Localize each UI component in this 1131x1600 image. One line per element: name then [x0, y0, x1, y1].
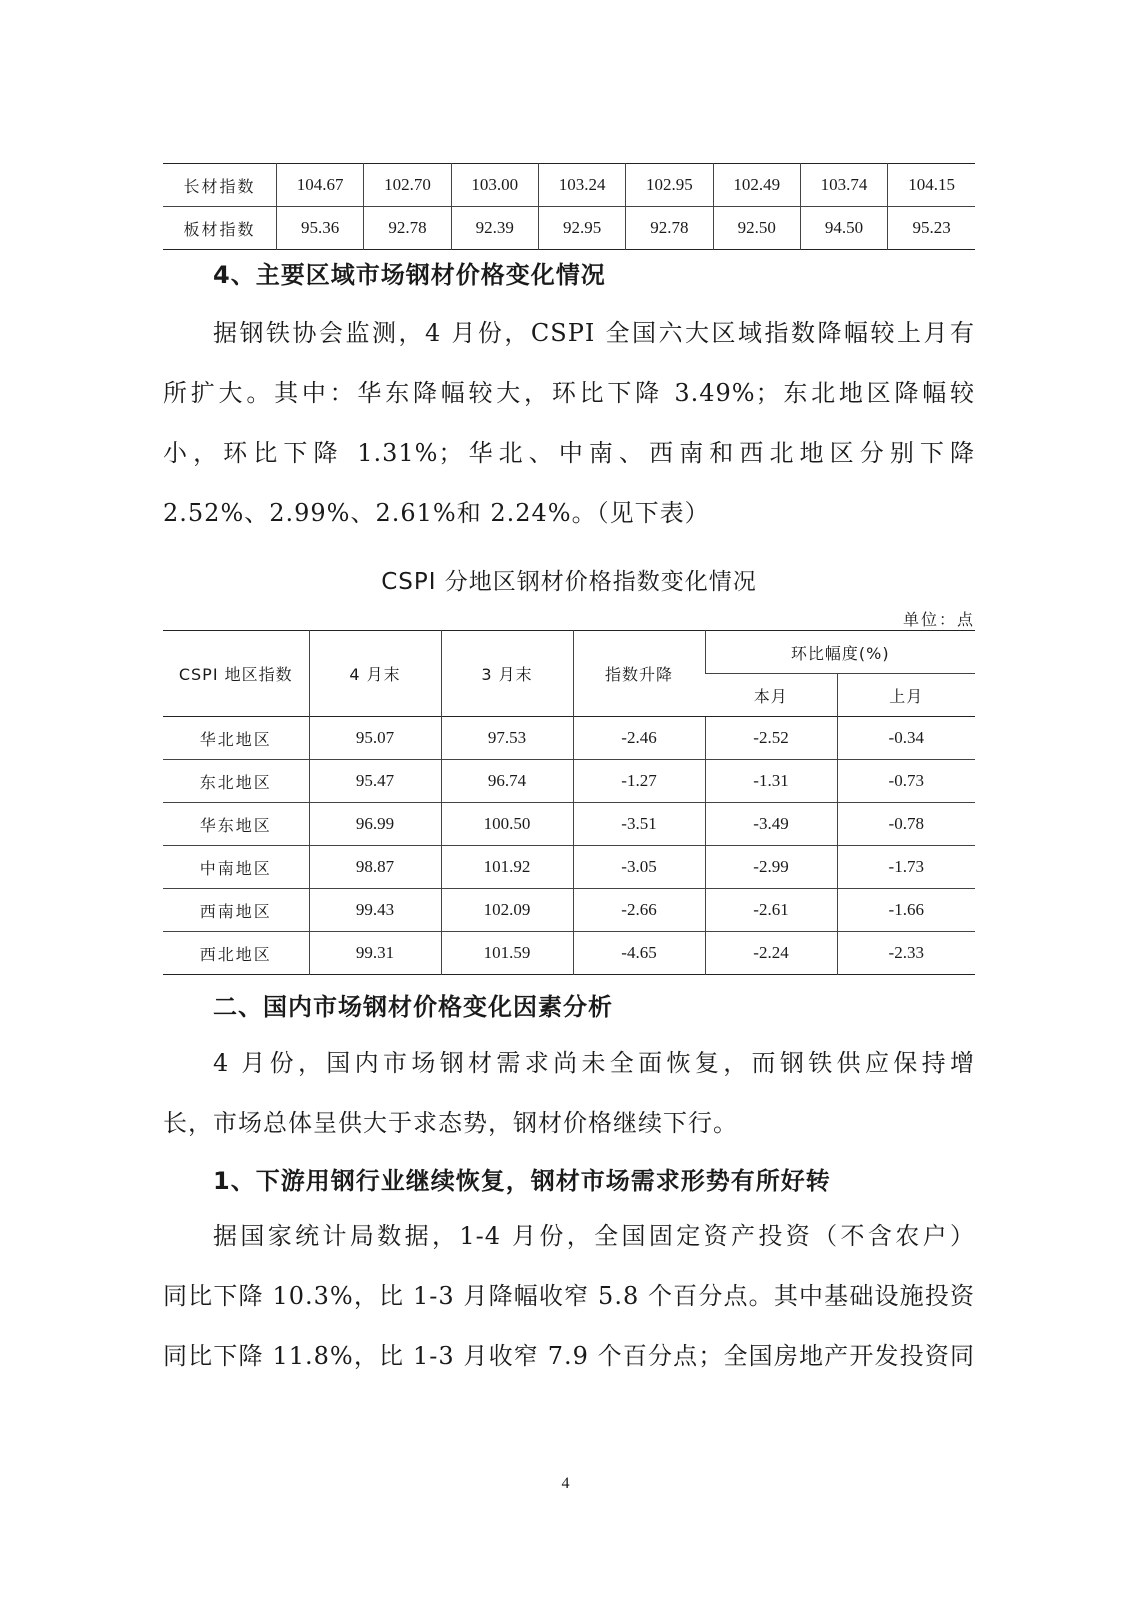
table-cell: -4.65: [573, 932, 705, 975]
table-cell: 102.95: [626, 164, 713, 207]
table-cell: 96.99: [309, 803, 441, 846]
paragraph-line: 小，环比下降 1.31%；华北、中南、西南和西北地区分别下降: [163, 439, 975, 467]
table-cell: 104.15: [888, 164, 975, 207]
region-name: 华东地区: [163, 803, 309, 846]
table-row: [163, 164, 975, 207]
table-cell: -2.66: [573, 889, 705, 932]
table-unit: 单位：点: [902, 610, 975, 629]
table-cell: -2.46: [573, 717, 705, 760]
region-name: 华北地区: [163, 717, 309, 760]
column-group-header: 环比幅度(%): [705, 631, 975, 674]
table-row: [163, 717, 975, 760]
table-cell: -1.73: [837, 846, 975, 889]
table-cell: 92.78: [364, 207, 451, 250]
table-cell: 95.36: [277, 207, 364, 250]
table-cell: 92.39: [451, 207, 538, 250]
paragraph: [163, 1033, 975, 1153]
table-cell: 103.00: [451, 164, 538, 207]
column-header: 本月: [705, 674, 837, 717]
table-cell: -2.24: [705, 932, 837, 975]
paragraph-line: 4 月份，国内市场钢材需求尚未全面恢复，而钢铁供应保持增: [213, 1049, 975, 1077]
table-cell: -2.52: [705, 717, 837, 760]
price-index-table-continued: [163, 163, 975, 250]
table-cell: 101.92: [441, 846, 573, 889]
table-row: [163, 207, 975, 250]
table-cell: -1.66: [837, 889, 975, 932]
table-cell: -0.78: [837, 803, 975, 846]
table-cell: 92.50: [713, 207, 800, 250]
table-cell: 95.47: [309, 760, 441, 803]
paragraph-line: 同比下降 11.8%，比 1-3 月收窄 7.9 个百分点；全国房地产开发投资同: [163, 1342, 975, 1370]
table-cell: 101.59: [441, 932, 573, 975]
table-cell: 102.49: [713, 164, 800, 207]
row-label: 长材指数: [183, 176, 256, 196]
table-cell: 92.95: [538, 207, 625, 250]
table-cell: 104.67: [277, 164, 364, 207]
paragraph-line: 所扩大。其中：华东降幅较大，环比下降 3.49%；东北地区降幅较: [163, 379, 975, 407]
table-cell: 99.31: [309, 932, 441, 975]
table-cell: 102.70: [364, 164, 451, 207]
section-heading: 4、主要区域市场钢材价格变化情况: [213, 261, 606, 289]
table-cell: 98.87: [309, 846, 441, 889]
paragraph-line: 据钢铁协会监测，4 月份，CSPI 全国六大区域指数降幅较上月有: [213, 319, 975, 347]
table-caption: CSPI 分地区钢材价格指数变化情况: [381, 569, 757, 595]
column-header: 指数升降: [573, 631, 705, 717]
column-header: 3 月末: [441, 631, 573, 717]
column-header: 上月: [837, 674, 975, 717]
table-cell: -1.31: [705, 760, 837, 803]
region-name: 东北地区: [163, 760, 309, 803]
table-cell: -2.99: [705, 846, 837, 889]
table-cell: 100.50: [441, 803, 573, 846]
table-cell: 95.23: [888, 207, 975, 250]
table-row: [163, 889, 975, 932]
section-heading: 二、国内市场钢材价格变化因素分析: [213, 993, 613, 1021]
table-cell: 103.74: [800, 164, 887, 207]
region-name: 西南地区: [163, 889, 309, 932]
paragraph-line: 2.52%、2.99%、2.61%和 2.24%。（见下表）: [163, 499, 710, 527]
table-cell: -2.61: [705, 889, 837, 932]
region-name: 中南地区: [163, 846, 309, 889]
table-cell: -3.49: [705, 803, 837, 846]
table-cell: 102.09: [441, 889, 573, 932]
region-index-table: [163, 630, 975, 975]
table-cell: -2.33: [837, 932, 975, 975]
region-name: 西北地区: [163, 932, 309, 975]
column-header: 4 月末: [309, 631, 441, 717]
paragraph: [163, 1206, 975, 1386]
paragraph-line: 长，市场总体呈供大于求态势，钢材价格继续下行。: [163, 1109, 738, 1137]
subsection-heading: 1、下游用钢行业继续恢复，钢材市场需求形势有所好转: [213, 1167, 831, 1195]
table-row: [163, 803, 975, 846]
table-header-row: [163, 631, 975, 674]
page-number: 4: [561, 1475, 570, 1492]
table-cell: 97.53: [441, 717, 573, 760]
paragraph: [163, 303, 975, 543]
table-row: [163, 932, 975, 975]
table-row: [163, 846, 975, 889]
table-cell: -0.34: [837, 717, 975, 760]
table-cell: 94.50: [800, 207, 887, 250]
table-cell: 95.07: [309, 717, 441, 760]
table-cell: -3.51: [573, 803, 705, 846]
paragraph-line: 据国家统计局数据，1-4 月份，全国固定资产投资（不含农户）: [213, 1222, 975, 1250]
table-cell: -0.73: [837, 760, 975, 803]
table-cell: 99.43: [309, 889, 441, 932]
paragraph-line: 同比下降 10.3%，比 1-3 月降幅收窄 5.8 个百分点。其中基础设施投资: [163, 1282, 975, 1310]
column-header: CSPI 地区指数: [178, 665, 293, 684]
table-row: [163, 760, 975, 803]
row-label: 板材指数: [163, 207, 277, 250]
table-cell: 103.24: [538, 164, 625, 207]
table-cell: 96.74: [441, 760, 573, 803]
table-cell: -1.27: [573, 760, 705, 803]
table-cell: 92.78: [626, 207, 713, 250]
table-cell: -3.05: [573, 846, 705, 889]
